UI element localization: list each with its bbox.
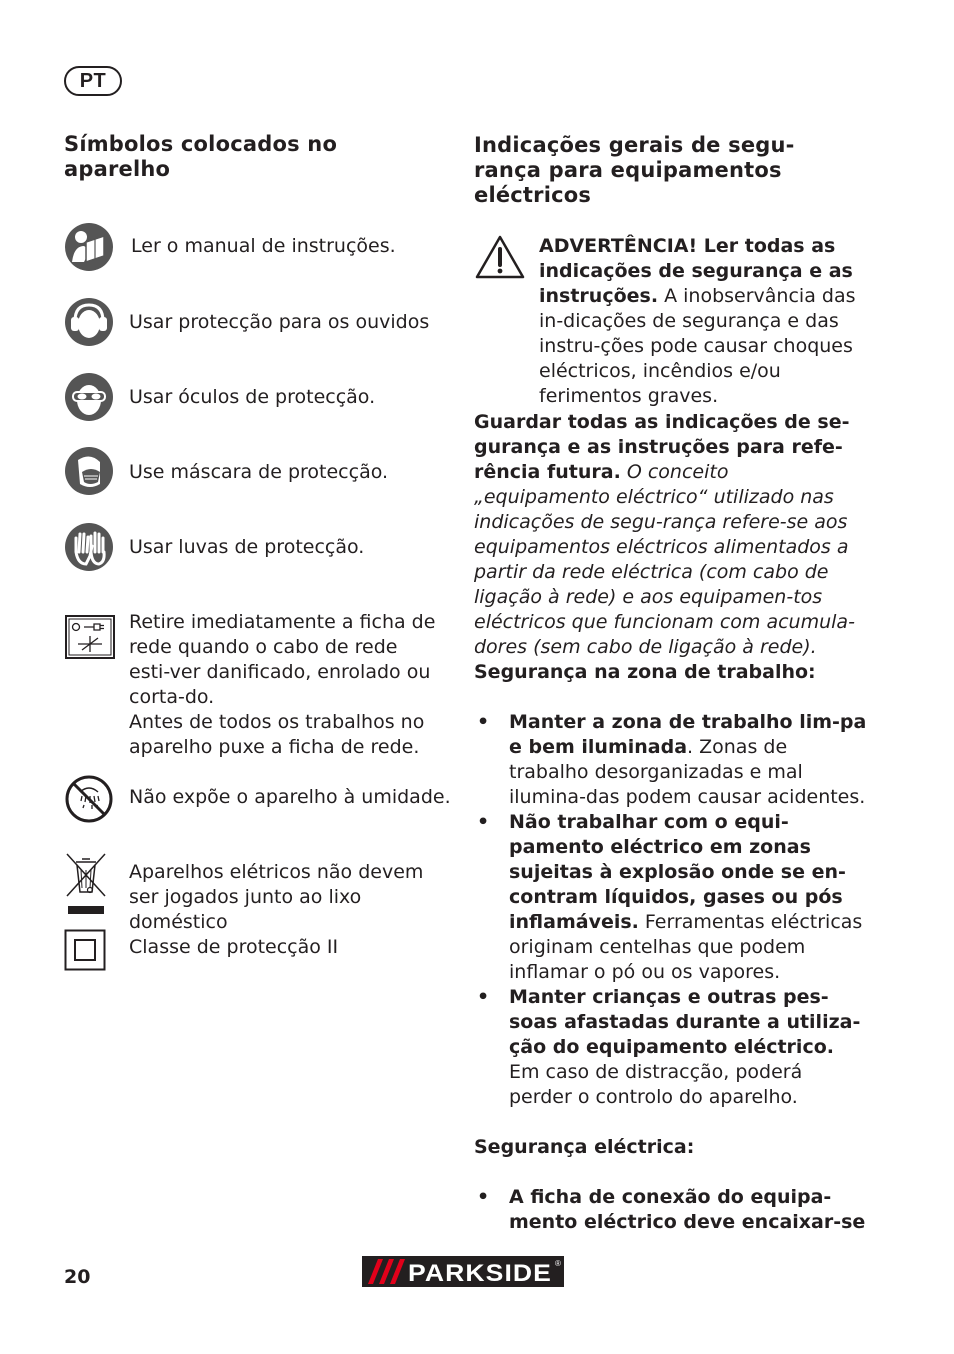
list-item: • Manter crianças e outras pes-soas afastadas durante a utiliza-ção do equipamento eléctrico. Em caso de distracção, poderá perder o controlo do aparelho.: [474, 985, 869, 1110]
warning-triangle-icon: [474, 234, 526, 280]
mask-icon: [64, 446, 116, 498]
list-item: • A ficha de conexão do equipa-mento eléctrico deve encaixar-se: [474, 1185, 869, 1235]
ear-protection-text: Usar protecção para os ouvidos: [129, 311, 430, 333]
page-number: 20: [64, 1266, 91, 1288]
logo-text: PARKSIDE: [408, 1260, 552, 1287]
warning-bold: ADVERTÊNCIA! Ler todas as indicações de segurança e as instruções.: [539, 235, 853, 307]
manual-text: Ler o manual de instruções.: [131, 235, 396, 257]
gloves-icon: [64, 522, 116, 574]
logo-registered-mark: ®: [555, 1259, 561, 1268]
symbols-heading: Símbolos colocados no aparelho: [64, 132, 338, 181]
parkside-logo: [362, 1256, 564, 1287]
no-moisture-text: Não expõe o aparelho à umidade.: [129, 786, 451, 808]
weee-text: Aparelhos elétricos não devem ser jogados junto ao lixo doméstico: [129, 861, 424, 933]
warning-text: A inobservância das in-dicações de segurança e das instru-ções pode causar choques eléctricos, incêndios e/ou ferimentos graves.: [539, 285, 856, 407]
warning-block: [539, 234, 869, 409]
no-moisture-icon: [64, 774, 116, 826]
list-item: • Manter a zona de trabalho lim-pa e bem iluminada. Zonas de trabalho desorganizadas e mal ilumina-das podem causar acidentes.: [474, 710, 869, 810]
safety-heading: Indicações gerais de segu-rança para equipamentos eléctricos: [474, 133, 795, 207]
weee-bin-icon: [64, 852, 116, 916]
work-area-heading: Segurança na zona de trabalho:: [474, 661, 816, 683]
keep-bold: Guardar todas as indicações de se-gurança e as instruções para refe-rência futura.: [474, 411, 850, 483]
electrical-list: [474, 1185, 869, 1235]
mask-text: Use máscara de protecção.: [129, 461, 389, 483]
class-ii-text: Classe de protecção II: [129, 936, 339, 958]
class-ii-icon: [64, 929, 106, 971]
language-badge: PT: [64, 66, 122, 96]
unplug-text: Retire imediatamente a ficha de rede quando o cabo de rede esti-ver danificado, enrolado ou corta-do. Antes de todos os trabalhos no aparelho puxe a ficha de rede.: [129, 611, 436, 758]
ear-protection-icon: [64, 297, 116, 349]
goggles-icon: [64, 372, 116, 424]
keep-instructions: [474, 410, 866, 660]
keep-italic: O conceito „equipamento eléctrico“ utilizado nas indicações de segu-rança refere-se aos equipamentos eléctricos alimentados a partir da rede eléctrica (com cabo de ligação à rede) e aos equipamen-tos eléctricos que funcionam com acumula-dores (sem cabo de ligação à rede).: [474, 461, 855, 658]
list-item: • Não trabalhar com o equi-pamento eléctrico em zonas sujeitas à explosão onde se en-contram líquidos, gases ou pós inflamáveis. Ferramentas eléctricas originam centelhas que podem inflamar o pó ou os vapores.: [474, 810, 869, 985]
electrical-heading: Segurança eléctrica:: [474, 1136, 695, 1158]
goggles-text: Usar óculos de protecção.: [129, 386, 376, 408]
gloves-text: Usar luvas de protecção.: [129, 536, 365, 558]
unplug-icon: [64, 614, 116, 662]
work-area-list: [474, 710, 869, 1110]
manual-icon: [64, 222, 116, 274]
